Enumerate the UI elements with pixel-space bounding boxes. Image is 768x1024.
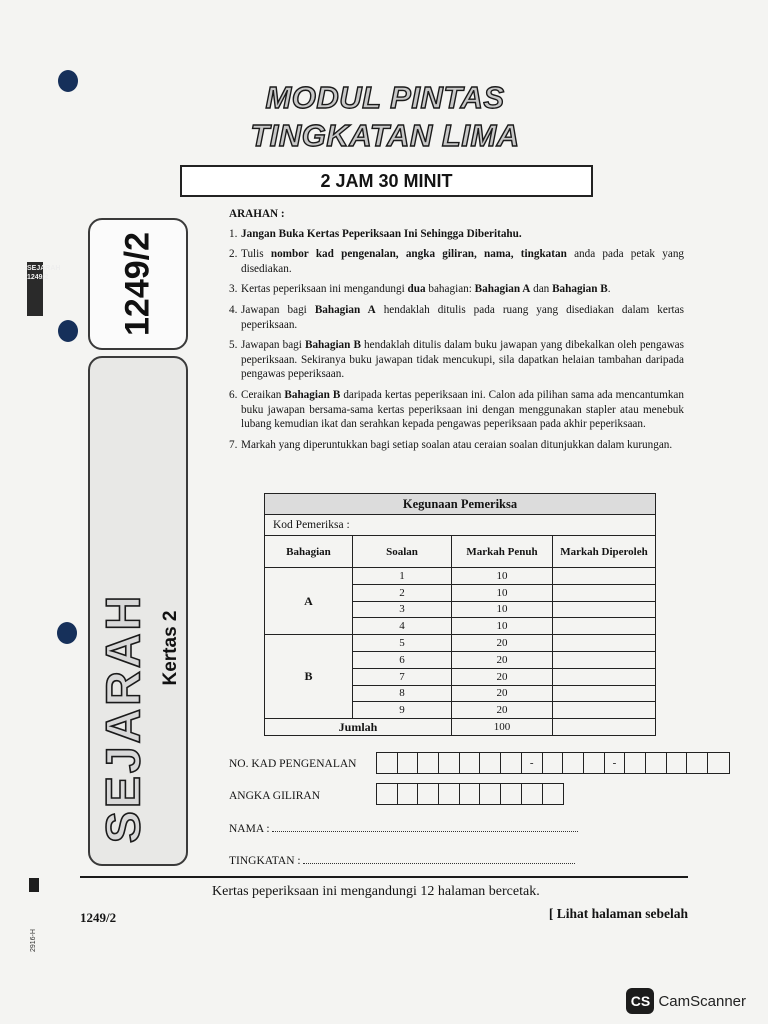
instruction-text-part: Kertas peperiksaan ini mengandungi — [241, 283, 408, 296]
ic-digit-box[interactable] — [460, 753, 481, 773]
full-marks-cell: 20 — [452, 651, 553, 668]
instruction-number: 6. — [229, 388, 238, 401]
page-count-note: Kertas peperiksaan ini mengandungi 12 halaman bercetak. — [212, 884, 540, 899]
instruction-bold-text: Bahagian B — [284, 388, 341, 401]
instruction-text-part: Ceraikan — [241, 388, 285, 401]
full-marks-cell: 10 — [452, 568, 553, 585]
candidate-digit-box[interactable] — [480, 784, 501, 804]
instruction-item — [229, 247, 684, 276]
total-full-marks: 100 — [452, 719, 553, 736]
candidate-number-label: ANGKA GILIRAN — [229, 790, 321, 802]
ic-digit-box[interactable] — [418, 753, 439, 773]
ic-digit-box[interactable] — [480, 753, 501, 773]
instruction-text-part: . — [607, 283, 611, 296]
full-marks-cell: 10 — [452, 601, 553, 618]
ic-digit-box[interactable] — [563, 753, 584, 773]
paper-code: 1249/2 — [118, 232, 157, 336]
obtained-marks-cell[interactable] — [553, 651, 656, 668]
instruction-text — [241, 227, 684, 242]
candidate-digit-box[interactable] — [398, 784, 419, 804]
obtained-marks-cell[interactable] — [553, 584, 656, 601]
candidate-digit-box[interactable] — [460, 784, 481, 804]
instruction-bold-text: dua — [407, 283, 426, 296]
obtained-marks-cell[interactable] — [553, 668, 656, 685]
instruction-text — [241, 282, 684, 297]
instruction-text — [241, 438, 684, 453]
instruction-item — [229, 338, 684, 382]
instruction-text-part: anda pada petak yang disediakan. — [241, 248, 685, 275]
ic-digit-box[interactable] — [584, 753, 605, 773]
form-label: TINGKATAN : — [229, 855, 301, 867]
total-label: Jumlah — [265, 719, 452, 736]
instruction-text-part: dan — [530, 283, 553, 296]
full-marks-cell: 20 — [452, 668, 553, 685]
table-row — [265, 635, 656, 652]
instruction-text-part: Markah yang diperuntukkan bagi setiap soalan atau ceraian soalan ditunjukkan dalam kurungan. — [241, 438, 673, 451]
ic-digit-box[interactable]: - — [522, 753, 543, 773]
instruction-item — [229, 438, 684, 453]
question-number-cell: 8 — [353, 685, 452, 702]
instruction-bold-text: nombor kad pengenalan, angka giliran, nama, tingkatan — [270, 248, 567, 261]
form-field[interactable] — [229, 854, 575, 867]
punch-hole — [58, 320, 78, 342]
section-b-cell: B — [265, 635, 353, 719]
col-header-obtained-marks: Markah Diperoleh — [553, 536, 656, 568]
ic-digit-box[interactable] — [687, 753, 708, 773]
instruction-item — [229, 227, 684, 242]
col-header-question: Soalan — [353, 536, 452, 568]
instruction-number: 4. — [229, 303, 238, 316]
punch-hole — [57, 622, 77, 644]
full-marks-cell: 10 — [452, 584, 553, 601]
exam-duration: 2 JAM 30 MINIT — [180, 165, 593, 197]
candidate-digit-box[interactable] — [418, 784, 439, 804]
instruction-text-part: Tulis — [241, 248, 271, 261]
camscanner-logo-icon: CS — [626, 988, 654, 1014]
instruction-text-part: Jawapan bagi — [241, 339, 305, 352]
candidate-digit-box[interactable] — [522, 784, 543, 804]
ic-digit-box[interactable]: - — [605, 753, 626, 773]
ic-digit-box[interactable] — [708, 753, 729, 773]
instruction-number: 1. — [229, 227, 238, 240]
col-header-section: Bahagian — [265, 536, 353, 568]
section-a-cell: A — [265, 568, 353, 635]
total-obtained-marks[interactable] — [553, 719, 656, 736]
question-number-cell: 6 — [353, 651, 452, 668]
instructions-heading: ARAHAN : — [229, 208, 285, 220]
name-dotted-line[interactable] — [272, 822, 578, 832]
paper-code-box — [88, 218, 188, 350]
instruction-bold-text: Jangan Buka Kertas Peperiksaan Ini Sehingga Diberitahu. — [241, 227, 522, 240]
instruction-bold-text: Bahagian A — [474, 283, 531, 296]
side-registration-mark — [29, 878, 39, 892]
full-marks-cell: 10 — [452, 618, 553, 635]
candidate-number-boxes[interactable] — [376, 783, 564, 805]
camscanner-watermark — [626, 988, 746, 1014]
next-page-note: [ Lihat halaman sebelah — [548, 906, 688, 921]
instruction-item — [229, 303, 684, 332]
instruction-bold-text: Bahagian A — [314, 303, 376, 316]
punch-hole — [58, 70, 78, 92]
name-label: NAMA : — [229, 823, 270, 835]
instruction-bold-text: Bahagian B — [552, 283, 608, 296]
footer-paper-code: 1249/2 — [80, 910, 117, 925]
instruction-item — [229, 388, 684, 432]
paper-number: Kertas 2 — [160, 610, 181, 686]
ic-digit-box[interactable] — [439, 753, 460, 773]
footer-rule — [80, 876, 688, 878]
candidate-digit-box[interactable] — [543, 784, 564, 804]
question-number-cell: 1 — [353, 568, 452, 585]
full-marks-cell: 20 — [452, 702, 553, 719]
instruction-number: 3. — [229, 283, 238, 296]
instruction-number: 7. — [229, 438, 238, 451]
table-row — [265, 568, 656, 585]
ic-digit-box[interactable] — [398, 753, 419, 773]
obtained-marks-cell[interactable] — [553, 635, 656, 652]
instruction-text — [241, 338, 684, 382]
form-dotted-line[interactable] — [303, 854, 575, 864]
question-number-cell: 3 — [353, 601, 452, 618]
instruction-text — [241, 388, 684, 432]
instructions-list — [229, 227, 684, 453]
examiner-table-title: Kegunaan Pemeriksa — [265, 494, 656, 515]
ic-digit-box[interactable] — [377, 753, 398, 773]
obtained-marks-cell[interactable] — [553, 685, 656, 702]
total-row — [265, 719, 656, 736]
ic-number-boxes[interactable] — [376, 752, 730, 774]
col-header-full-marks: Markah Penuh — [452, 536, 553, 568]
title-line-1: MODUL PINTAS — [265, 80, 505, 115]
instruction-bold-text: Bahagian B — [304, 339, 361, 352]
subject-title: SEJARAH — [97, 592, 151, 844]
question-number-cell: 7 — [353, 668, 452, 685]
question-number-cell: 2 — [353, 584, 452, 601]
instruction-text — [241, 303, 684, 332]
ic-digit-box[interactable] — [646, 753, 667, 773]
instruction-text-part: hendaklah ditulis dalam buku jawapan yang dibekalkan oleh pengawas peperiksaan. Sekiranya buku jawapan tidak mencukupi, sila dapatkan helaian tambahan daripada pengawas peperiksaan. — [241, 339, 684, 381]
subject-box — [88, 356, 188, 866]
instruction-item — [229, 282, 684, 297]
question-number-cell: 5 — [353, 635, 452, 652]
ic-digit-box[interactable] — [625, 753, 646, 773]
ic-label: NO. KAD PENGENALAN — [229, 758, 357, 770]
ic-digit-box[interactable] — [667, 753, 688, 773]
instruction-number: 5. — [229, 339, 238, 352]
question-number-cell: 4 — [353, 618, 452, 635]
candidate-digit-box[interactable] — [439, 784, 460, 804]
instruction-text-part: hendaklah ditulis pada ruang yang disediakan dalam kertas peperiksaan. — [241, 303, 684, 331]
side-bottom-code: 2916-H — [30, 929, 37, 952]
ic-digit-box[interactable] — [501, 753, 522, 773]
camscanner-name: CamScanner — [658, 992, 746, 1010]
name-field[interactable] — [229, 822, 578, 835]
instruction-text-part: bahagian: — [425, 283, 475, 296]
full-marks-cell: 20 — [452, 685, 553, 702]
obtained-marks-cell[interactable] — [553, 618, 656, 635]
obtained-marks-cell[interactable] — [553, 702, 656, 719]
side-strip-label: SEJARAH 1249/2 — [27, 262, 43, 316]
examiner-code-label: Kod Pemeriksa : — [265, 515, 656, 536]
candidate-digit-box[interactable] — [377, 784, 398, 804]
examiner-table — [264, 493, 656, 736]
title-line-2: TINGKATAN LIMA — [250, 118, 520, 153]
instruction-text-part: daripada kertas peperiksaan ini. Calon ada pilihan sama ada mencantumkan buku jawapan bersama-sama kertas peperiksaan ini dengan menggunakan stapler atau menebuk lubang kemudian ikat dan serahkan kepada pengawas peperiksaan pada akhir peperiksaan. — [241, 388, 684, 431]
ic-digit-box[interactable] — [543, 753, 564, 773]
question-number-cell: 9 — [353, 702, 452, 719]
full-marks-cell: 20 — [452, 635, 553, 652]
obtained-marks-cell[interactable] — [553, 601, 656, 618]
instructions — [229, 207, 684, 458]
obtained-marks-cell[interactable] — [553, 568, 656, 585]
instruction-text-part: Jawapan bagi — [241, 303, 315, 316]
instruction-number: 2. — [229, 248, 238, 261]
candidate-digit-box[interactable] — [501, 784, 522, 804]
instruction-text — [241, 247, 684, 276]
